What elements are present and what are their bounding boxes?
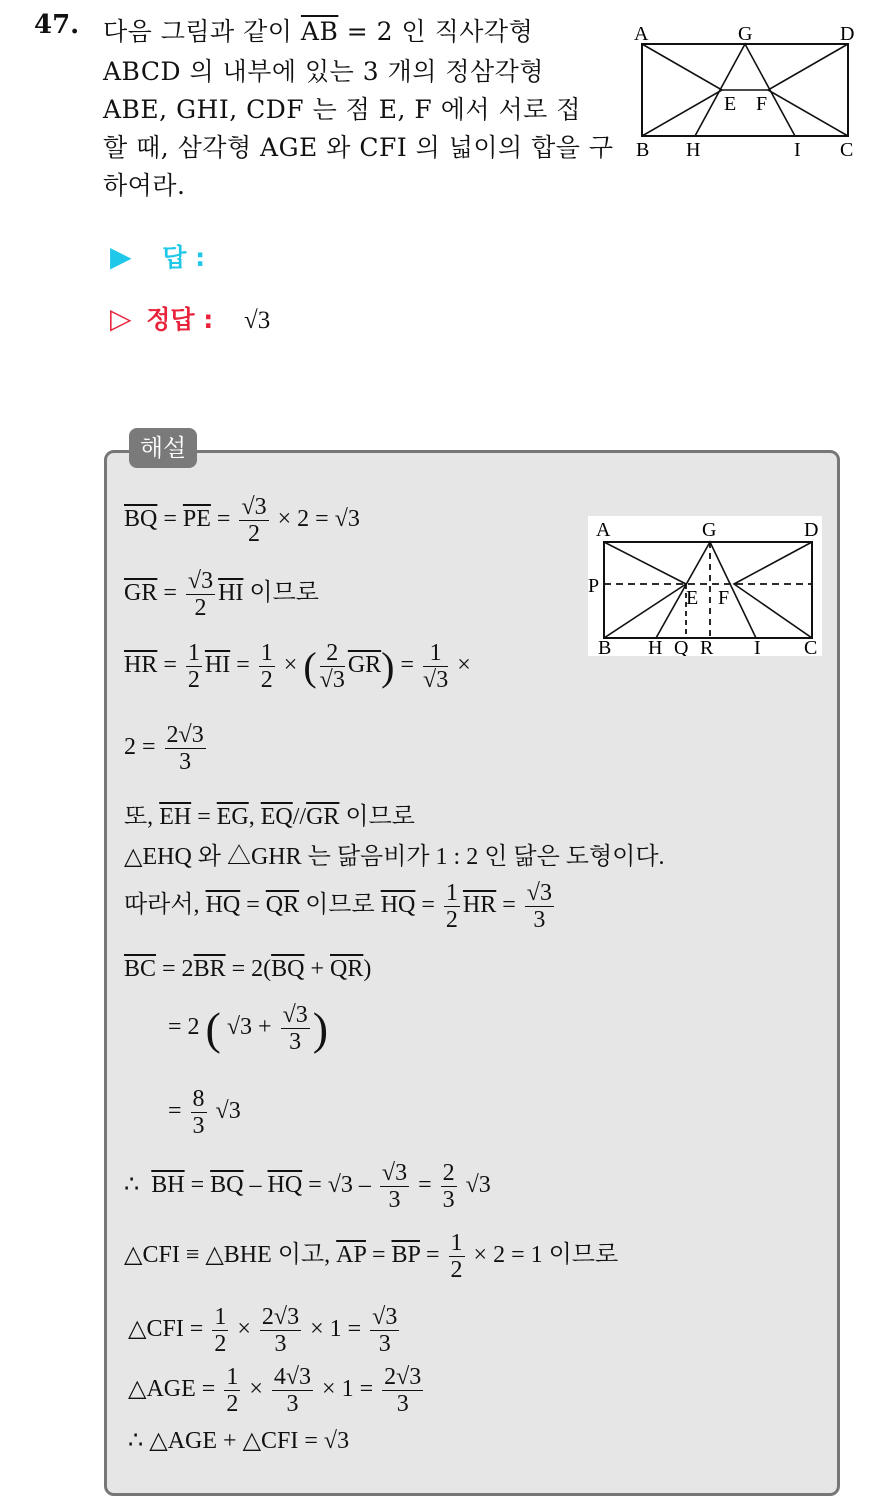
solution-line-8: $\overline{BC} = 2\overline{BR} = 2(\overline{BQ} + \overline{QR})$ xyxy=(124,956,372,982)
fig2-label-F: F xyxy=(718,587,730,609)
solution-line-15: ∴ △AGE + △CFI = √3 xyxy=(128,1428,350,1454)
question-line-2: ABCD 의 내부에 있는 3 개의 정삼각형 xyxy=(103,57,544,86)
question-line-1: 다음 그림과 같이 $\overline{AB} = 2$ 인 직사각형 xyxy=(103,17,534,46)
label-G: G xyxy=(738,23,753,45)
fig2-label-R: R xyxy=(700,637,714,656)
solution-line-14: △AGE = $\frac{1}{2}$ × $\frac{4√3}{3}$ × 1 = $\frac{2√3}{3}$ xyxy=(128,1364,422,1417)
question-number: 47. xyxy=(34,10,80,40)
label-H: H xyxy=(686,139,701,160)
fig2-label-D: D xyxy=(804,519,819,541)
solution-line-2: $\overline{GR}$ = $\frac{√3}{2}$ $\overline{HI}$ 이므로 xyxy=(124,568,319,621)
fig2-label-H: H xyxy=(648,637,663,656)
fig2-label-E: E xyxy=(686,587,699,609)
fig2-label-B: B xyxy=(598,637,612,656)
rectangle-figure xyxy=(630,20,866,160)
fig2-label-Q: Q xyxy=(674,637,689,656)
solution-line-3: $\overline{HR}$ = $\frac{1}{2}$ $\overline{HI}$ = $\frac{1}{2}$ × ( $\frac{2}{√3}$ $\overline{GR}$) = $\frac{1}{√3}$ × xyxy=(124,640,471,693)
solution-line-9: = 2 ( √3 + $\frac{√3}{3}$ ) xyxy=(168,1002,329,1055)
solution-tag: 해설 xyxy=(129,428,197,468)
solution-figure xyxy=(588,516,822,656)
label-D: D xyxy=(840,23,855,45)
label-C: C xyxy=(840,139,854,160)
question-line-4: 할 때, 삼각형 AGE 와 CFI 의 넓이의 합을 구 xyxy=(103,133,614,162)
solution-line-10: = $\frac{8}{3}$ √3 xyxy=(168,1086,241,1139)
answer-label: 답 : xyxy=(162,243,206,272)
fig2-label-I: I xyxy=(754,637,761,656)
correct-answer-row xyxy=(110,300,270,336)
label-B: B xyxy=(636,139,650,160)
solution-line-5: 또, $\overline{EH} = \overline{EG}$, $\overline{EQ}//\overline{GR}$ 이므로 xyxy=(124,804,415,830)
fig2-label-C: C xyxy=(804,637,818,656)
label-A: A xyxy=(634,23,649,45)
solution-line-1: $\overline{BQ} = \overline{PE}$ = $\frac{√3}{2}$ × 2 = √3 xyxy=(124,494,360,547)
correct-answer-value: √3 xyxy=(244,307,271,334)
label-E: E xyxy=(724,93,737,115)
question-line-5: 하여라. xyxy=(103,171,186,200)
fig2-label-G: G xyxy=(702,519,717,541)
label-F: F xyxy=(756,93,768,115)
solution-line-4: 2 = $\frac{2√3}{3}$ xyxy=(124,722,204,775)
solution-line-12: △CFI ≡ △BHE 이고, $\overline{AP} = \overline{BP}$ = $\frac{1}{2}$ × 2 = 1 이므로 xyxy=(124,1230,619,1283)
play-outline-icon: ▷ xyxy=(110,302,132,335)
solution-line-7: 따라서, $\overline{HQ} = \overline{QR}$ 이므로 $\overline{HQ}$ = $\frac{1}{2}$ $\overline{HR}$ = $\frac{√3}{3}$ xyxy=(124,880,552,933)
answer-row xyxy=(110,238,205,274)
solution-line-6: △EHQ 와 △GHR 는 닮음비가 1 : 2 인 닮은 도형이다. xyxy=(124,844,665,870)
label-I: I xyxy=(794,139,801,160)
play-filled-icon: ▶ xyxy=(110,240,132,273)
fig2-label-P: P xyxy=(588,575,600,597)
fig2-label-A: A xyxy=(596,519,611,541)
question-line-3: ABE, GHI, CDF 는 점 E, F 에서 서로 접 xyxy=(103,95,581,124)
solution-line-13: △CFI = $\frac{1}{2}$ × $\frac{2√3}{3}$ × 1 = $\frac{√3}{3}$ xyxy=(128,1304,398,1357)
correct-answer-label: 정답 : xyxy=(146,305,214,334)
solution-line-11: ∴ $\overline{BH} = \overline{BQ} - \overline{HQ} = √3$ – $\frac{√3}{3}$ = $\frac{2}{3}$ √3 xyxy=(124,1160,491,1213)
